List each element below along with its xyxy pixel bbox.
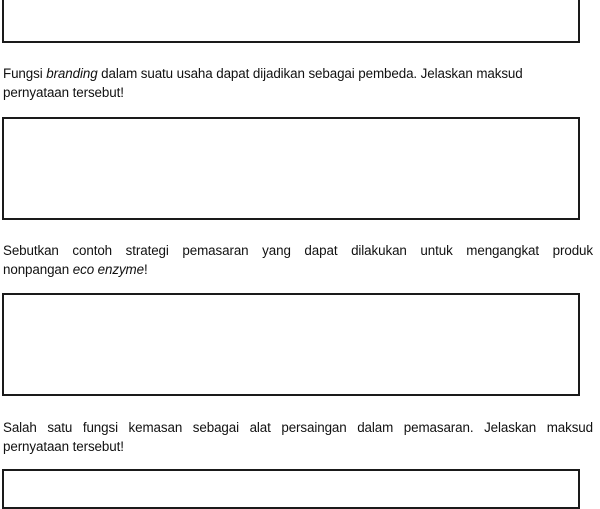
question-eco-enzyme-text-b: ! [143, 262, 148, 277]
question-eco-enzyme-line-2 [3, 260, 593, 279]
question-branding-line-2: pernyataan tersebut! [3, 85, 124, 100]
question-kemasan [3, 418, 593, 456]
question-eco-enzyme [3, 241, 593, 279]
question-branding-text-a: Fungsi [3, 66, 47, 81]
question-branding [3, 64, 593, 102]
question-branding-term: branding [46, 66, 98, 81]
question-eco-enzyme-text-a: nonpangan [3, 262, 73, 277]
question-branding-text-b: dalam suatu usaha dapat dijadikan sebagai pembeda. Jelaskan maksud [97, 66, 523, 81]
answer-box-branding[interactable] [2, 117, 580, 220]
question-kemasan-line-1: Salah satu fungsi kemasan sebagai alat persaingan dalam pemasaran. Jelaskan maksud [3, 420, 593, 435]
question-branding-line-1 [3, 64, 593, 83]
question-eco-enzyme-term: eco enzyme [72, 262, 144, 277]
question-kemasan-line-2: pernyataan tersebut! [3, 439, 124, 454]
question-eco-enzyme-line-1: Sebutkan contoh strategi pemasaran yang dapat dilakukan untuk mengangkat produk [3, 243, 593, 258]
answer-box-previous[interactable] [2, 0, 580, 43]
answer-box-kemasan[interactable] [2, 469, 580, 509]
answer-box-eco-enzyme[interactable] [2, 293, 580, 396]
